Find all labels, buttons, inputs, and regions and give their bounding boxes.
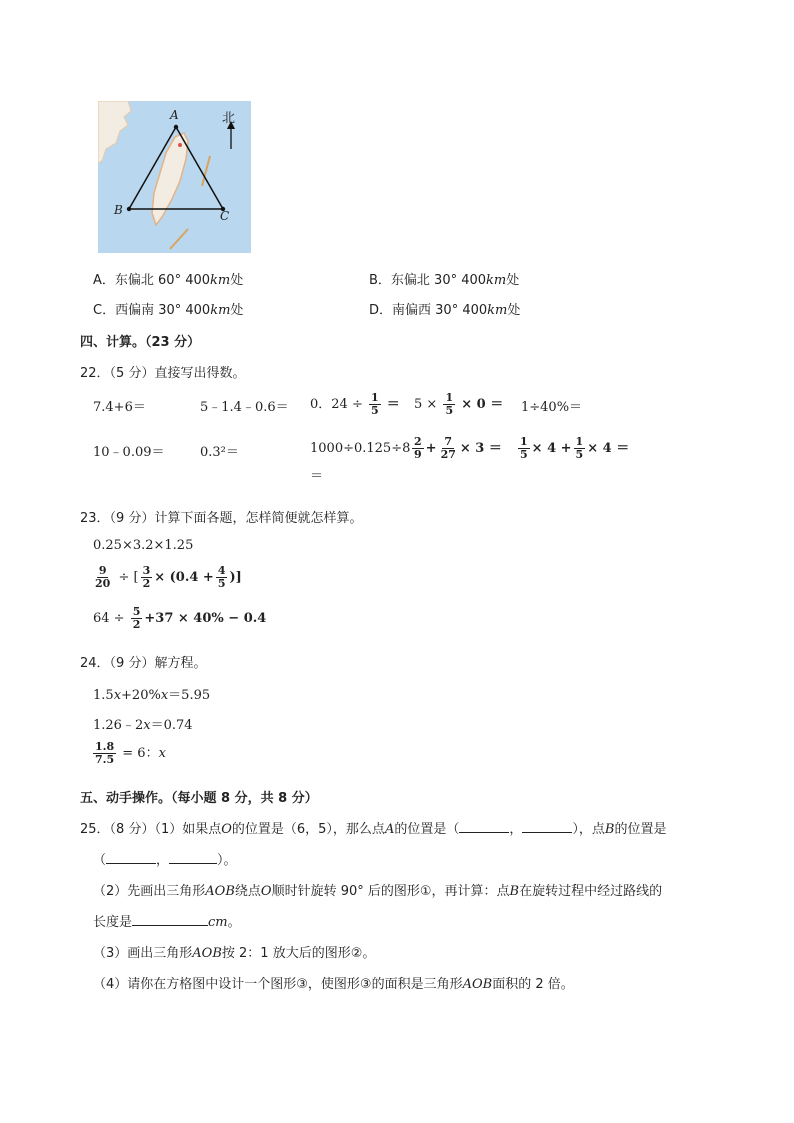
q22-r2c2: 0.3²＝ — [200, 445, 239, 460]
q22-r2c1: 10﹣0.09＝ — [93, 445, 165, 460]
north-label: 北 — [222, 111, 236, 126]
q22-r1c5: 1÷40%＝ — [521, 400, 583, 415]
vertex-label-c: C — [220, 209, 230, 223]
q23-stem: 23．（9 分）计算下面各题，怎样简便就怎样算。 — [80, 511, 363, 526]
q25-line3: （2）先画出三角形AOB绕点O顺时针旋转 90° 后的图形①，再计算：点B在旋转过程中经过路线的 — [93, 884, 663, 899]
option-a: A．东偏北 60° 400km处 — [93, 273, 244, 288]
option-b: B．东偏北 30° 400km处 — [369, 273, 520, 288]
option-c: C．西偏南 30° 400km处 — [93, 303, 244, 318]
q24-stem: 24．（9 分）解方程。 — [80, 656, 207, 671]
q22-r1c4: 5 × $\frac{1}{5}$ × 0 ＝ — [414, 391, 504, 417]
answer-blank[interactable] — [106, 851, 156, 864]
q23-e3: 64 ÷ $\frac{5}{2}$ +37 × 40% − 0.4 — [93, 605, 267, 631]
map-figure — [98, 101, 251, 253]
answer-blank[interactable] — [459, 820, 509, 833]
q23-e2: $\frac{9}{20}$ ÷ [ $\frac{3}{2}$ × (0.4 + $\frac{4}{5}$ )] — [95, 564, 242, 590]
q22-r2c3-equals: ＝ — [310, 469, 324, 484]
q22-r1c2: 5﹣1.4﹣0.6＝ — [200, 400, 289, 415]
section-4-title: 四、计算。（23 分） — [80, 335, 201, 350]
q22-r2c4: $\frac{1}{5}$ × 4 + $\frac{1}{5}$ × 4 ＝ — [520, 435, 630, 461]
option-d: D．南偏西 30° 400km处 — [369, 303, 521, 318]
vertex-label-a: A — [170, 108, 179, 122]
q22-r2c3b: $\frac{2}{9}$ + $\frac{7}{27}$ × 3 ＝ — [414, 435, 502, 461]
q22-r2c3: 1000÷0.125÷8 — [310, 441, 411, 456]
answer-blank[interactable] — [169, 851, 217, 864]
q24-e2: 1.26﹣2x＝0.74 — [93, 718, 193, 733]
vertex-label-b: B — [114, 203, 123, 217]
q22-r1c1: 7.4+6＝ — [93, 400, 146, 415]
answer-blank[interactable] — [522, 820, 572, 833]
section-5-title: 五、动手操作。（每小题 8 分，共 8 分） — [80, 791, 318, 806]
q24-e3: $\frac{1.8}{7.5}$ = 6：x — [95, 740, 166, 766]
q25-line6: （4）请你在方格图中设计一个图形③，使图形③的面积是三角形AOB面积的 2 倍。 — [93, 977, 574, 992]
q22-r1c3: 0．24 ÷ $\frac{1}{5}$ ＝ — [310, 391, 400, 417]
q25-line1: 25．（8 分）（1）如果点O的位置是（6，5），那么点A的位置是（ ， ），点B的位置是 — [80, 822, 667, 837]
q24-e1: 1.5x+20%x＝5.95 — [93, 688, 211, 703]
q25-line2: （ ， ）。 — [93, 853, 237, 868]
answer-blank[interactable] — [132, 913, 208, 926]
q25-line4: 长度是 cm。 — [93, 915, 241, 930]
q23-e1: 0.25×3.2×1.25 — [93, 538, 194, 553]
q25-line5: （3）画出三角形AOB按 2：1 放大后的图形②。 — [93, 946, 376, 961]
q22-stem: 22．（5 分）直接写出得数。 — [80, 366, 246, 381]
